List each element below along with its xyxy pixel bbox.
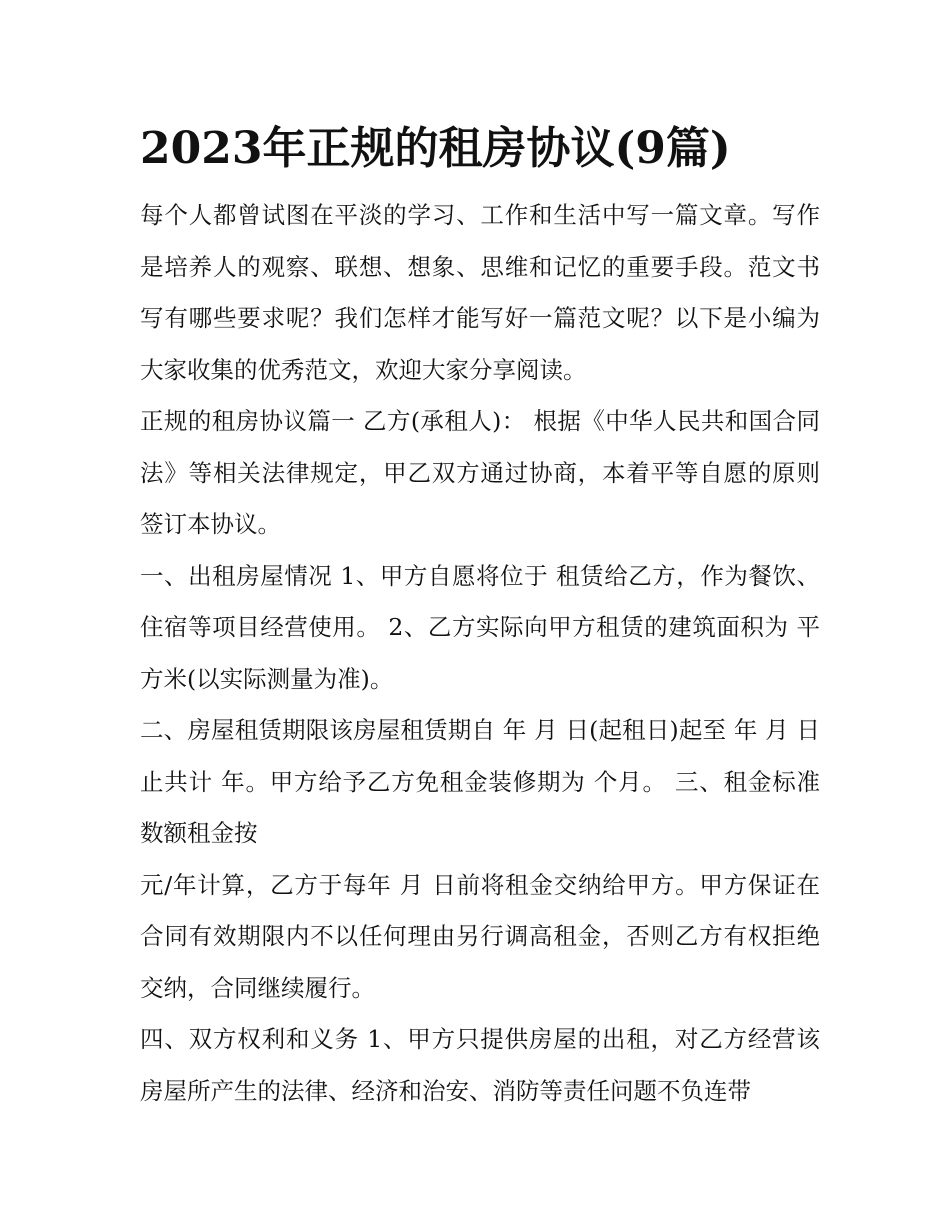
paragraph-section-1: 一、出租房屋情况 1、甲方自愿将位于 租赁给乙方，作为餐饮、住宿等项目经营使用。 2、乙方实际向甲方租赁的建筑面积为 平方米(以实际测量为准)。 [140,561,820,693]
document-body [140,118,820,1117]
paragraph-section-2: 二、房屋租赁期限该房屋租赁期自 年 月 日(起租日)起至 年 月 日止共计 年。甲方给予乙方免租金装修期为 个月。 三、租金标准数额租金按 [140,716,820,847]
paragraph-intro: 每个人都曾试图在平淡的学习、工作和生活中写一篇文章。写作是培养人的观察、联想、想象、思维和记忆的重要手段。范文书写有哪些要求呢？我们怎样才能写好一篇范文呢？以下是小编为大家收集的优秀范文，欢迎大家分享阅读。 [140,201,820,384]
paragraph-agreement-opening: 正规的租房协议篇一 乙方(承租人)： 根据《中华人民共和国合同法》等相关法律规定，甲乙双方通过协商，本着平等自愿的原则签订本协议。 [140,407,820,538]
document-title: 2023年正规的租房协议(9篇) [140,123,731,174]
paragraph-section-4: 四、双方权利和义务 1、甲方只提供房屋的出租，对乙方经营该房屋所产生的法律、经济和治安、消防等责任问题不负连带 [140,1025,820,1105]
paragraph-rent-terms: 元/年计算，乙方于每年 月 日前将租金交纳给甲方。甲方保证在合同有效期限内不以任何理由另行调高租金，否则乙方有权拒绝交纳，合同继续履行。 [140,870,820,1002]
